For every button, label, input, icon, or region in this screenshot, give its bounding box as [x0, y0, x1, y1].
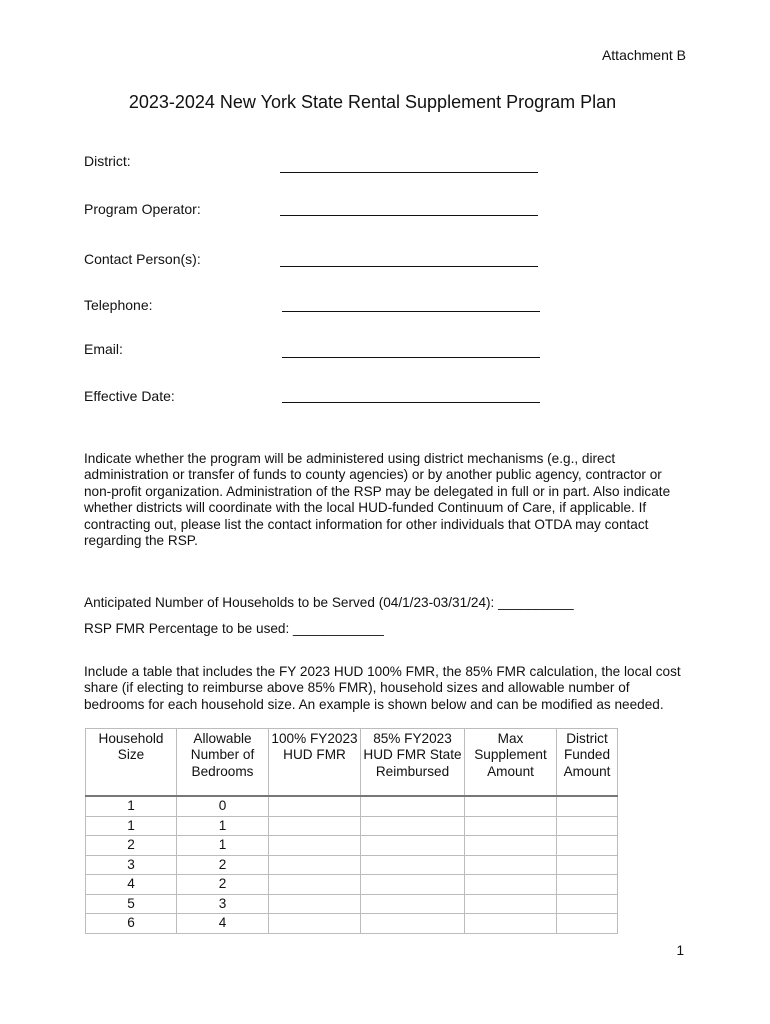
fmr-100-cell[interactable] [269, 914, 361, 934]
header-allowable-bedrooms: Allowable Number of Bedrooms [177, 729, 269, 797]
district-funded-cell[interactable] [557, 914, 618, 934]
email-label: Email: [84, 341, 123, 357]
table-row [86, 894, 618, 914]
fmr-85-cell[interactable] [361, 894, 465, 914]
table-header-row [86, 729, 618, 797]
contact-person-label: Contact Person(s): [84, 251, 201, 267]
telephone-label: Telephone: [84, 297, 153, 313]
telephone-field[interactable] [282, 311, 540, 312]
table-row [86, 836, 618, 856]
max-supplement-cell[interactable] [465, 816, 557, 836]
table-row [86, 914, 618, 934]
header-household-size: Household Size [86, 729, 177, 797]
header-100-fmr: 100% FY2023 HUD FMR [269, 729, 361, 797]
household-size-cell: 6 [86, 914, 177, 934]
district-funded-cell[interactable] [557, 836, 618, 856]
fmr-100-cell[interactable] [269, 875, 361, 895]
administration-instructions: Indicate whether the program will be administered using district mechanisms (e.g., direct administration or transfer of funds to county agencies) or by another public agency, contractor or non-profit organization. Administration of the RSP may be delegated in full or in part. Also indicate whether districts will coordinate with the local HUD-funded Continuum of Care, if applicable. If contracting out, please list the contact information for other individuals that OTDA may contact regarding the RSP. [84, 451, 671, 549]
table-row [86, 796, 618, 816]
household-size-cell: 1 [86, 816, 177, 836]
bedrooms-cell: 1 [177, 836, 269, 856]
table-row [86, 816, 618, 836]
effective-date-field[interactable] [282, 402, 540, 403]
fmr-100-cell[interactable] [269, 894, 361, 914]
fmr-percentage-line: RSP FMR Percentage to be used: ____________ [84, 621, 384, 636]
bedrooms-cell: 2 [177, 875, 269, 895]
household-size-cell: 2 [86, 836, 177, 856]
district-label: District: [84, 153, 131, 169]
max-supplement-cell[interactable] [465, 836, 557, 856]
district-funded-cell[interactable] [557, 796, 618, 816]
contact-person-field[interactable] [280, 266, 538, 267]
district-funded-cell[interactable] [557, 855, 618, 875]
max-supplement-cell[interactable] [465, 855, 557, 875]
fmr-85-cell[interactable] [361, 914, 465, 934]
page-title: 2023-2024 New York State Rental Supplement Program Plan [128, 92, 617, 112]
district-funded-cell[interactable] [557, 875, 618, 895]
max-supplement-cell[interactable] [465, 914, 557, 934]
fmr-85-cell[interactable] [361, 796, 465, 816]
district-funded-cell[interactable] [557, 894, 618, 914]
header-max-supplement: Max Supplement Amount [465, 729, 557, 797]
households-served-line: Anticipated Number of Households to be Served (04/1/23-03/31/24): __________ [84, 595, 574, 610]
table-row [86, 875, 618, 895]
bedrooms-cell: 3 [177, 894, 269, 914]
household-size-cell: 5 [86, 894, 177, 914]
district-funded-cell[interactable] [557, 816, 618, 836]
table-row [86, 855, 618, 875]
fmr-85-cell[interactable] [361, 855, 465, 875]
fmr-100-cell[interactable] [269, 796, 361, 816]
attachment-label: Attachment B [601, 47, 686, 63]
program-operator-label: Program Operator: [84, 201, 201, 217]
household-size-cell: 4 [86, 875, 177, 895]
fmr-100-cell[interactable] [269, 855, 361, 875]
table-instructions: Include a table that includes the FY 2023 HUD 100% FMR, the 85% FMR calculation, the local cost share (if electing to reimburse above 85% FMR), household sizes and allowable number of bedrooms for each household size. An example is shown below and can be modified as needed. [84, 664, 681, 712]
bedrooms-cell: 0 [177, 796, 269, 816]
fmr-85-cell[interactable] [361, 836, 465, 856]
bedrooms-cell: 2 [177, 855, 269, 875]
district-field[interactable] [280, 172, 538, 173]
fmr-100-cell[interactable] [269, 836, 361, 856]
fmr-85-cell[interactable] [361, 875, 465, 895]
household-size-cell: 3 [86, 855, 177, 875]
program-operator-field[interactable] [280, 215, 538, 216]
effective-date-label: Effective Date: [84, 388, 175, 404]
max-supplement-cell[interactable] [465, 796, 557, 816]
email-field[interactable] [282, 357, 540, 358]
header-district-funded: District Funded Amount [557, 729, 618, 797]
max-supplement-cell[interactable] [465, 894, 557, 914]
fmr-100-cell[interactable] [269, 816, 361, 836]
household-size-cell: 1 [86, 796, 177, 816]
bedrooms-cell: 1 [177, 816, 269, 836]
header-85-fmr: 85% FY2023 HUD FMR State Reimbursed [361, 729, 465, 797]
page-number: 1 [676, 943, 684, 958]
fmr-85-cell[interactable] [361, 816, 465, 836]
max-supplement-cell[interactable] [465, 875, 557, 895]
fmr-table [85, 728, 618, 934]
bedrooms-cell: 4 [177, 914, 269, 934]
